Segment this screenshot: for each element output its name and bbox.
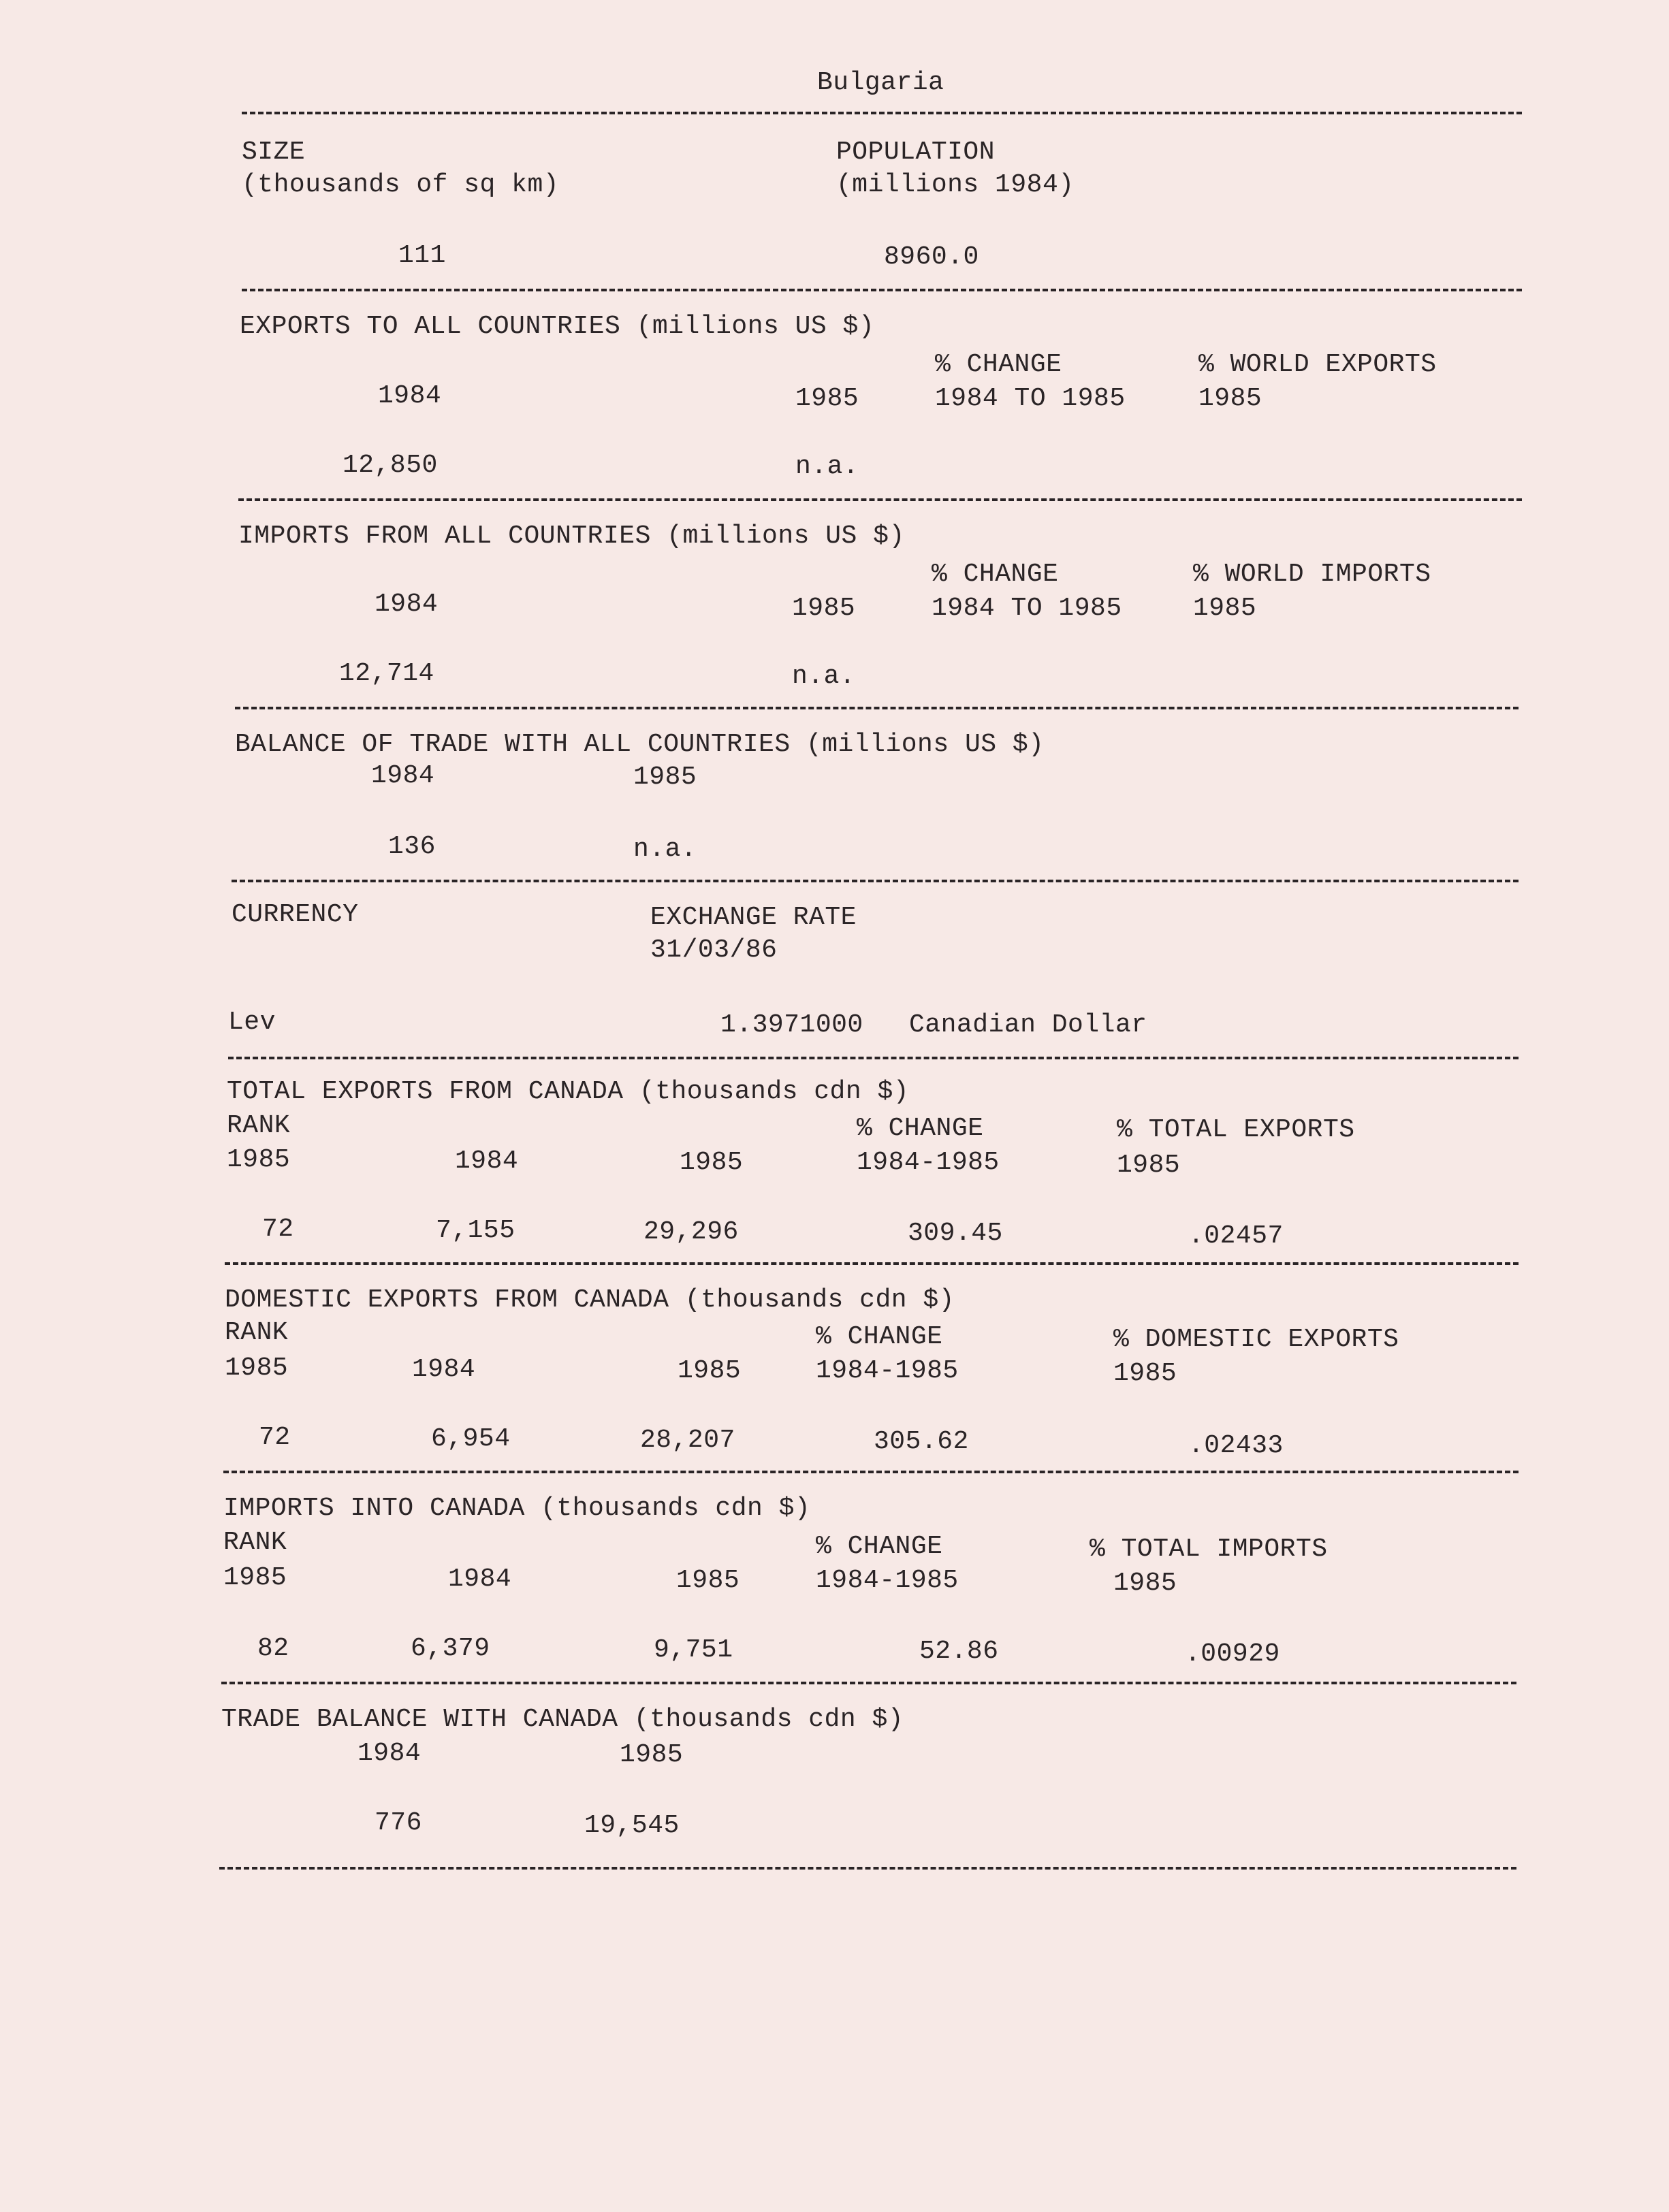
- imports-canada-share: .00929: [1185, 1639, 1280, 1669]
- imports-canada-rank-header: RANK: [223, 1528, 287, 1557]
- population-label: POPULATION: [836, 138, 996, 167]
- total-exports-share: .02457: [1188, 1221, 1284, 1251]
- currency-name: Lev: [228, 1008, 276, 1037]
- balance-all-1984-value: 136: [388, 832, 436, 861]
- total-exports-rank-year: 1985: [227, 1145, 291, 1174]
- population-unit: (millions 1984): [836, 170, 1075, 199]
- imports-canada-range-header: 1984-1985: [816, 1566, 959, 1595]
- divider: [225, 1262, 1519, 1265]
- imports-all-1984-value: 12,714: [339, 659, 434, 688]
- imports-canada-rank-year: 1985: [223, 1563, 287, 1592]
- imports-canada-1984-header: 1984: [448, 1565, 512, 1594]
- balance-all-title: BALANCE OF TRADE WITH ALL COUNTRIES (millions US $): [235, 730, 1045, 759]
- size-label: SIZE: [242, 138, 306, 167]
- imports-all-1985-header: 1985: [792, 594, 856, 623]
- imports-canada-change: 52.86: [919, 1637, 999, 1666]
- country-title: Bulgaria: [817, 68, 944, 97]
- domestic-exports-rank: 72: [259, 1423, 291, 1452]
- domestic-exports-rank-header: RANK: [225, 1318, 289, 1347]
- total-exports-1985-value: 29,296: [643, 1217, 739, 1247]
- imports-canada-rank: 82: [257, 1634, 289, 1663]
- size-value: 111: [398, 241, 446, 270]
- imports-canada-share-year: 1985: [1113, 1569, 1177, 1598]
- imports-all-world-year: 1985: [1193, 594, 1257, 623]
- divider: [223, 1471, 1519, 1473]
- exports-all-1984-value: 12,850: [343, 451, 438, 480]
- exchange-rate-currency: Canadian Dollar: [909, 1010, 1147, 1040]
- exports-all-range-header: 1984 TO 1985: [935, 384, 1126, 413]
- domestic-exports-share: .02433: [1188, 1431, 1284, 1460]
- exports-all-1985-header: 1985: [795, 384, 859, 413]
- domestic-exports-title: DOMESTIC EXPORTS FROM CANADA (thousands cdn $): [225, 1285, 955, 1315]
- divider: [242, 112, 1522, 114]
- imports-canada-change-header: % CHANGE: [816, 1532, 943, 1561]
- imports-all-title: IMPORTS FROM ALL COUNTRIES (millions US $): [238, 522, 905, 551]
- population-value: 8960.0: [884, 242, 979, 272]
- domestic-exports-rank-year: 1985: [225, 1353, 289, 1383]
- divider: [235, 707, 1519, 709]
- trade-balance-canada-1984-value: 776: [375, 1808, 422, 1838]
- currency-label: CURRENCY: [232, 900, 359, 929]
- imports-all-1985-value: n.a.: [792, 662, 856, 691]
- imports-canada-1985-value: 9,751: [654, 1635, 733, 1665]
- trade-balance-canada-1985-value: 19,545: [584, 1811, 680, 1840]
- exports-all-change-header: % CHANGE: [935, 350, 1062, 379]
- exchange-rate-value: 1.3971000: [720, 1010, 863, 1040]
- total-exports-title: TOTAL EXPORTS FROM CANADA (thousands cdn $): [227, 1077, 910, 1106]
- domestic-exports-change: 305.62: [874, 1427, 969, 1456]
- exports-all-world-year: 1985: [1198, 384, 1262, 413]
- exports-all-1985-value: n.a.: [795, 452, 859, 481]
- total-exports-share-year: 1985: [1117, 1151, 1181, 1180]
- domestic-exports-1985-header: 1985: [678, 1356, 742, 1385]
- total-exports-1985-header: 1985: [680, 1148, 744, 1177]
- divider: [228, 1057, 1519, 1059]
- balance-all-1985-value: n.a.: [633, 835, 697, 864]
- domestic-exports-1984-header: 1984: [412, 1355, 476, 1384]
- bleed-through-texture: [225, 136, 1519, 1974]
- domestic-exports-1985-value: 28,207: [640, 1426, 735, 1455]
- exports-all-1984-header: 1984: [378, 381, 442, 411]
- trade-balance-canada-1984-header: 1984: [357, 1739, 422, 1768]
- total-exports-rank: 72: [262, 1215, 294, 1244]
- total-exports-change-header: % CHANGE: [857, 1114, 984, 1143]
- exports-all-world-header: % WORLD EXPORTS: [1198, 350, 1437, 379]
- divider: [232, 880, 1519, 882]
- divider: [221, 1682, 1516, 1684]
- exchange-rate-label: EXCHANGE RATE: [650, 903, 857, 932]
- imports-all-change-header: % CHANGE: [932, 560, 1059, 589]
- trade-balance-canada-1985-header: 1985: [620, 1740, 684, 1769]
- domestic-exports-share-header: % DOMESTIC EXPORTS: [1113, 1325, 1399, 1354]
- divider: [219, 1867, 1516, 1870]
- domestic-exports-1984-value: 6,954: [431, 1424, 511, 1454]
- trade-balance-canada-title: TRADE BALANCE WITH CANADA (thousands cdn $): [221, 1705, 904, 1734]
- total-exports-change: 309.45: [908, 1219, 1003, 1248]
- total-exports-range-header: 1984-1985: [857, 1148, 1000, 1177]
- imports-all-1984-header: 1984: [375, 590, 439, 619]
- total-exports-1984-value: 7,155: [436, 1216, 515, 1245]
- imports-canada-share-header: % TOTAL IMPORTS: [1090, 1535, 1328, 1564]
- domestic-exports-change-header: % CHANGE: [816, 1322, 943, 1351]
- exchange-rate-date: 31/03/86: [650, 935, 778, 965]
- balance-all-1984-header: 1984: [371, 761, 435, 790]
- balance-all-1985-header: 1985: [633, 763, 697, 792]
- exports-all-title: EXPORTS TO ALL COUNTRIES (millions US $): [240, 312, 875, 341]
- domestic-exports-range-header: 1984-1985: [816, 1356, 959, 1385]
- imports-canada-1985-header: 1985: [676, 1566, 740, 1595]
- size-unit: (thousands of sq km): [242, 170, 560, 199]
- total-exports-share-header: % TOTAL EXPORTS: [1117, 1115, 1355, 1144]
- total-exports-1984-header: 1984: [455, 1147, 519, 1176]
- domestic-exports-share-year: 1985: [1113, 1359, 1177, 1388]
- divider: [242, 289, 1522, 291]
- imports-all-world-header: % WORLD IMPORTS: [1193, 560, 1431, 589]
- imports-canada-title: IMPORTS INTO CANADA (thousands cdn $): [223, 1494, 811, 1523]
- total-exports-rank-header: RANK: [227, 1111, 291, 1140]
- divider: [238, 498, 1522, 501]
- imports-canada-1984-value: 6,379: [411, 1634, 490, 1663]
- imports-all-range-header: 1984 TO 1985: [932, 594, 1122, 623]
